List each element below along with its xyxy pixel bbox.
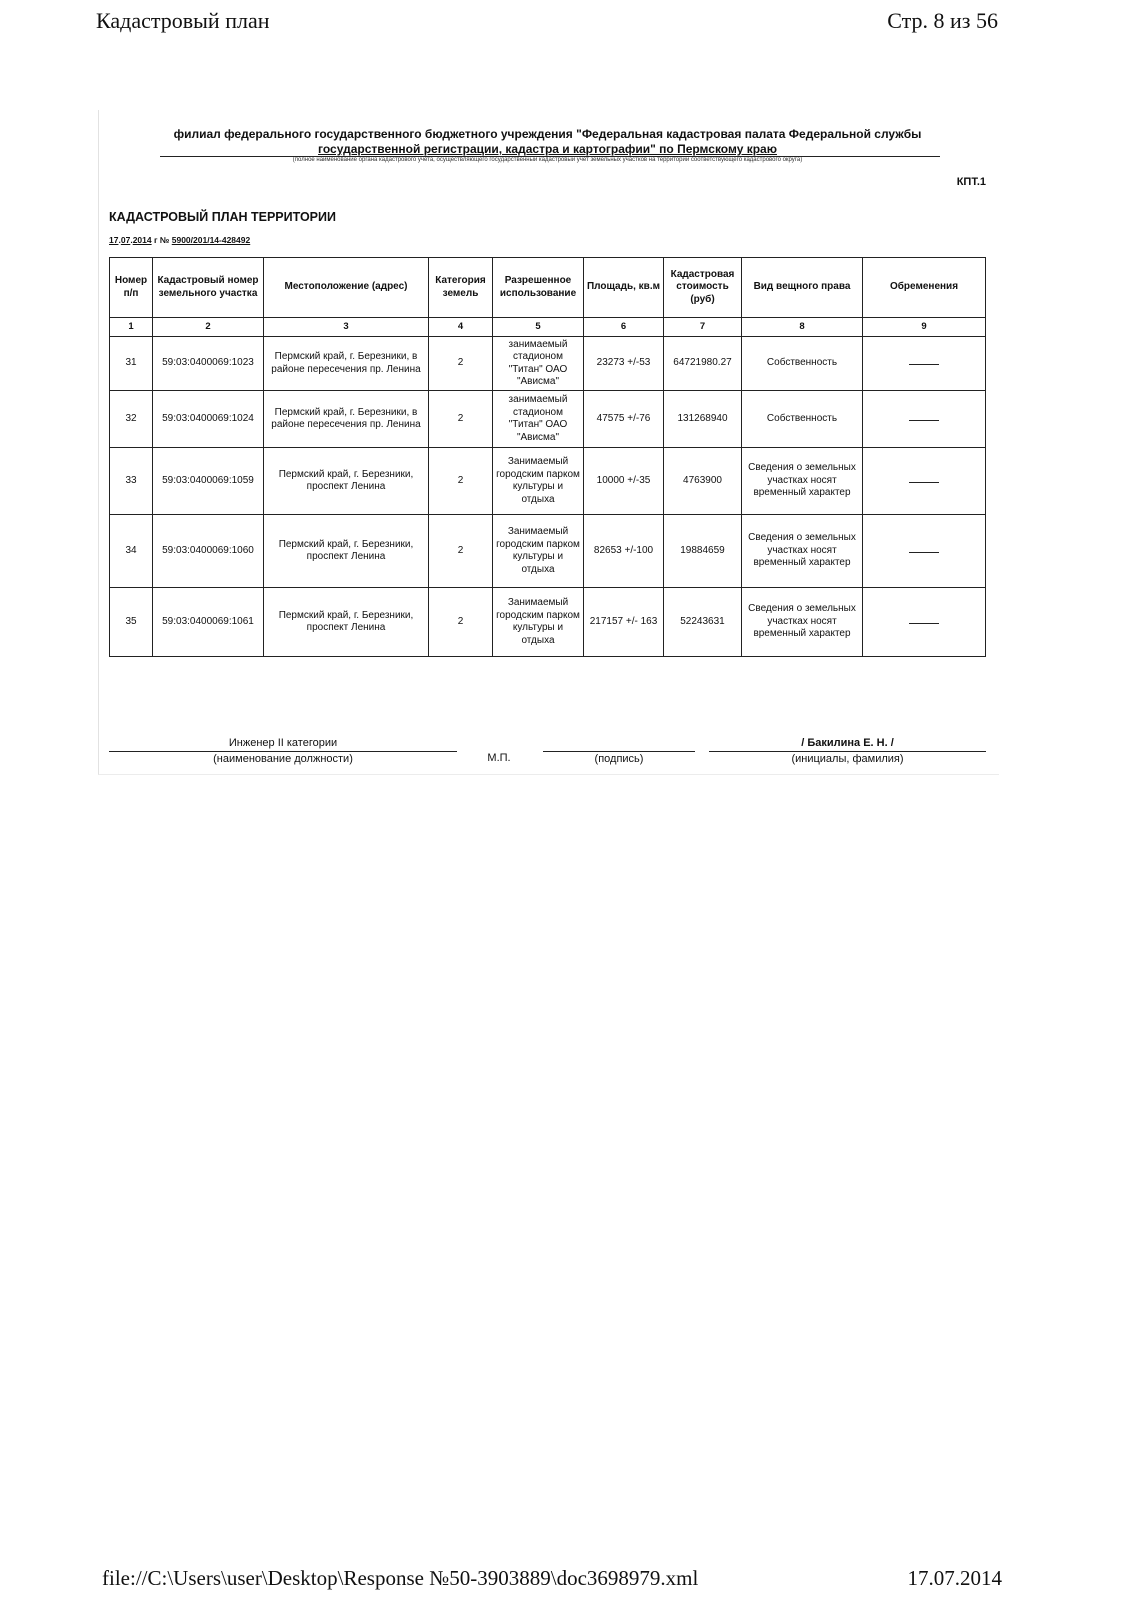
signatory-block	[709, 737, 986, 765]
document-day: 17	[109, 235, 119, 245]
header-cell: Обременения	[863, 258, 986, 318]
cadastral-cost: 19884659	[664, 515, 742, 588]
print-footer-path: file://C:\Users\user\Desktop\Response №50-3903889\doc3698979.xml	[102, 1566, 699, 1590]
cadastral-cost: 131268940	[664, 391, 742, 448]
form-code: КПТ.1	[956, 176, 986, 188]
land-category: 2	[429, 515, 493, 588]
property-right: Собственность	[742, 391, 863, 448]
table-header-row	[110, 258, 986, 318]
document-month: 07	[120, 235, 131, 245]
cadastral-table	[109, 257, 986, 657]
land-category: 2	[429, 588, 493, 657]
encumbrance-cell	[863, 337, 986, 391]
column-number: 2	[153, 318, 264, 337]
stamp-label: М.П.	[487, 752, 511, 764]
header-cell: Разрешенное использование	[493, 258, 584, 318]
column-number: 7	[664, 318, 742, 337]
column-number: 5	[493, 318, 584, 337]
column-number: 9	[863, 318, 986, 337]
encumbrance-dash	[909, 364, 939, 365]
signatory-name: / Бакилина Е. Н. /	[709, 737, 986, 752]
address: Пермский край, г. Березники, проспект Ленина	[264, 588, 429, 657]
row-number: 34	[110, 515, 153, 588]
position-caption: (наименование должности)	[213, 753, 353, 765]
encumbrance-cell	[863, 391, 986, 448]
row-number: 32	[110, 391, 153, 448]
encumbrance-dash	[909, 623, 939, 624]
header-cell: Кадастровая стоимость (руб)	[664, 258, 742, 318]
organization-name	[150, 127, 945, 157]
property-right: Сведения о земельных участках носят временный характер	[742, 448, 863, 515]
header-cell: Вид вещного права	[742, 258, 863, 318]
property-right: Сведения о земельных участках носят временный характер	[742, 515, 863, 588]
row-number: 31	[110, 337, 153, 391]
encumbrance-dash	[909, 420, 939, 421]
encumbrance-cell	[863, 515, 986, 588]
print-footer-date: 17.07.2014	[907, 1566, 1002, 1590]
column-number: 8	[742, 318, 863, 337]
signature-line	[543, 737, 695, 752]
column-number: 4	[429, 318, 493, 337]
area: 47575 +/-76	[584, 391, 664, 448]
document-number: 17.07.2014 г № 5900/201/14-428492	[109, 235, 251, 245]
cadastral-number: 59:03:0400069:1023	[153, 337, 264, 391]
row-number: 33	[110, 448, 153, 515]
column-number: 6	[584, 318, 664, 337]
signatory-caption: (инициалы, фамилия)	[791, 753, 904, 765]
header-cell: Категория земель	[429, 258, 493, 318]
cadastral-number: 59:03:0400069:1060	[153, 515, 264, 588]
document-number-mid: г №	[153, 235, 170, 245]
cadastral-cost: 64721980.27	[664, 337, 742, 391]
signature-position-block	[109, 737, 457, 765]
encumbrance-cell	[863, 588, 986, 657]
land-category: 2	[429, 391, 493, 448]
property-right: Сведения о земельных участках носят временный характер	[742, 588, 863, 657]
row-number: 35	[110, 588, 153, 657]
property-right: Собственность	[742, 337, 863, 391]
permitted-use: занимаемый стадионом "Титан" ОАО "Ависма"	[493, 337, 584, 391]
permitted-use: занимаемый стадионом "Титан" ОАО "Ависма"	[493, 391, 584, 448]
table-row	[110, 588, 986, 657]
encumbrance-dash	[909, 552, 939, 553]
header-cell: Номер п/п	[110, 258, 153, 318]
cadastral-number: 59:03:0400069:1059	[153, 448, 264, 515]
document-number-value: 5900/201/14-428492	[171, 235, 251, 245]
table-row	[110, 448, 986, 515]
land-category: 2	[429, 337, 493, 391]
address: Пермский край, г. Березники, в районе пересечения пр. Ленина	[264, 337, 429, 391]
print-header-title: Кадастровый план	[96, 8, 270, 33]
permitted-use: Занимаемый городским парком культуры и отдыха	[493, 448, 584, 515]
address: Пермский край, г. Березники, проспект Ленина	[264, 515, 429, 588]
permitted-use: Занимаемый городским парком культуры и отдыха	[493, 515, 584, 588]
document-title: КАДАСТРОВЫЙ ПЛАН ТЕРРИТОРИИ	[109, 210, 336, 224]
signature-block	[543, 737, 695, 765]
organization-name-line1: филиал федерального государственного бюджетного учреждения "Федеральная кадастровая палата Федеральной службы	[173, 127, 922, 141]
table-row	[110, 337, 986, 391]
table-row	[110, 391, 986, 448]
cadastral-number: 59:03:0400069:1024	[153, 391, 264, 448]
cadastral-cost: 4763900	[664, 448, 742, 515]
document-year: 2014	[132, 235, 152, 245]
permitted-use: Занимаемый городским парком культуры и отдыха	[493, 588, 584, 657]
header-cell: Местоположение (адрес)	[264, 258, 429, 318]
header-cell: Кадастровый номер земельного участка	[153, 258, 264, 318]
organization-name-line2: государственной регистрации, кадастра и картографии" по Пермскому краю	[318, 142, 777, 156]
address: Пермский край, г. Березники, в районе пересечения пр. Ленина	[264, 391, 429, 448]
print-header-page-number: Стр. 8 из 56	[887, 8, 998, 33]
encumbrance-cell	[863, 448, 986, 515]
cadastral-number: 59:03:0400069:1061	[153, 588, 264, 657]
table-row	[110, 515, 986, 588]
address: Пермский край, г. Березники, проспект Ленина	[264, 448, 429, 515]
header-cell: Площадь, кв.м	[584, 258, 664, 318]
area: 217157 +/- 163	[584, 588, 664, 657]
encumbrance-dash	[909, 482, 939, 483]
column-number: 3	[264, 318, 429, 337]
column-number: 1	[110, 318, 153, 337]
area: 82653 +/-100	[584, 515, 664, 588]
organization-caption: (полное наименование органа кадастрового учета, осуществляющего государственный кадастровый учет земельных участков на территории соответствующего кадастрового округа)	[292, 157, 803, 163]
cadastral-cost: 52243631	[664, 588, 742, 657]
column-number-row	[110, 318, 986, 337]
land-category: 2	[429, 448, 493, 515]
area: 10000 +/-35	[584, 448, 664, 515]
position-value: Инженер II категории	[109, 737, 457, 752]
signature-caption: (подпись)	[594, 753, 644, 765]
area: 23273 +/-53	[584, 337, 664, 391]
